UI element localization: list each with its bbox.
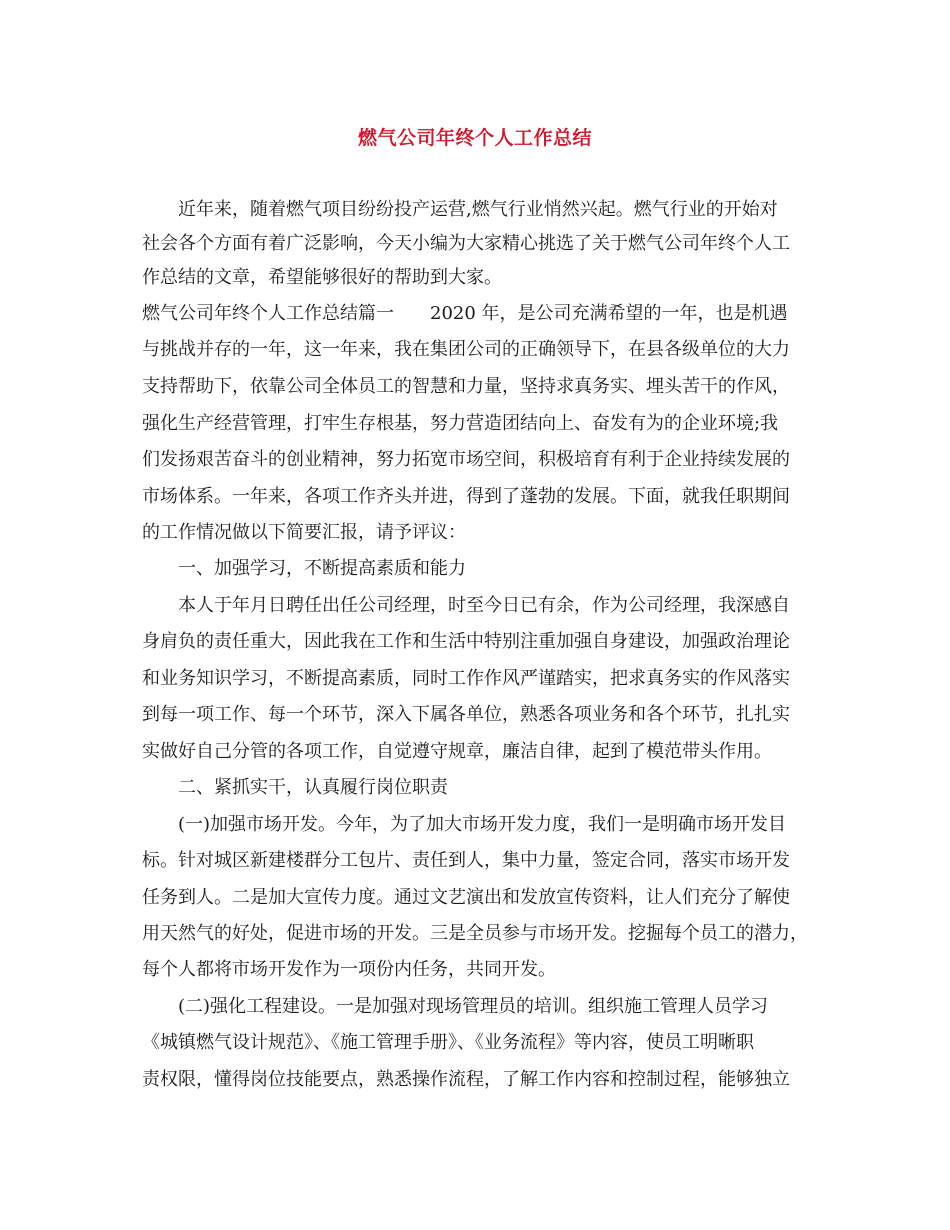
part-one-line-5: 们发扬艰苦奋斗的创业精神，努力拓宽市场空间，积极培育有利于企业持续发展的 xyxy=(142,449,790,470)
engineering-line-1: (二)强化工程建设。一是加强对现场管理员的培训。组织施工管理人员学习 xyxy=(178,996,769,1017)
part-one-line-7: 的工作情况做以下简要汇报，请予评议： xyxy=(142,522,466,543)
intro-line-3: 作总结的文章，希望能够很好的帮助到大家。 xyxy=(142,267,502,288)
market-line-3: 任务到人。二是加大宣传力度。通过文艺演出和发放宣传资料，让人们充分了解使 xyxy=(142,887,790,908)
document-title: 燃气公司年终个人工作总结 xyxy=(357,127,592,149)
market-line-2: 标。针对城区新建楼群分工包片、责任到人，集中力量，签定合同，落实市场开发 xyxy=(142,850,790,871)
engineering-line-3: 责权限，懂得岗位技能要点，熟悉操作流程，了解工作内容和控制过程，能够独立 xyxy=(142,1069,790,1090)
study-line-2: 身肩负的责任重大，因此我在工作和生活中特别注重加强自身建设，加强政治理论 xyxy=(142,631,790,652)
part-one-line-4: 强化生产经营管理，打牢生存根基，努力营造团结向上、奋发有为的企业环境;我 xyxy=(142,413,779,434)
market-line-1: (一)加强市场开发。今年，为了加大市场开发力度，我们一是明确市场开发目 xyxy=(178,814,787,835)
engineering-line-2: 《城镇燃气设计规范》、《施工管理手册》、《业务流程》等内容，使员工明晰职 xyxy=(142,1032,754,1053)
study-line-1: 本人于年月日聘任出任公司经理，时至今日已有余，作为公司经理，我深感自 xyxy=(178,595,790,616)
part-one-line-6: 市场体系。一年来，各项工作齐头并进，得到了蓬勃的发展。下面，就我任职期间 xyxy=(142,486,790,507)
intro-line-1: 近年来，随着燃气项目纷纷投产运营,燃气行业悄然兴起。燃气行业的开始对 xyxy=(178,199,778,220)
study-line-4: 到每一项工作、每一个环节，深入下属各单位，熟悉各项业务和各个环节，扎扎实 xyxy=(142,704,790,725)
study-line-3: 和业务知识学习，不断提高素质，同时工作作风严谨踏实，把求真务实的作风落实 xyxy=(142,668,790,689)
part-one-line-2: 与挑战并存的一年，这一年来，我在集团公司的正确领导下，在县各级单位的大力 xyxy=(142,339,790,360)
part-one-line-1: 燃气公司年终个人工作总结篇一 2020 年，是公司充满希望的一年，也是机遇 xyxy=(142,303,788,324)
part-one-line-3: 支持帮助下，依靠公司全体员工的智慧和力量，坚持求真务实、埋头苦干的作风， xyxy=(142,376,790,397)
section-heading-1: 一、加强学习，不断提高素质和能力 xyxy=(178,558,466,579)
intro-line-2: 社会各个方面有着广泛影响，今天小编为大家精心挑选了关于燃气公司年终个人工 xyxy=(142,233,790,254)
study-line-5: 实做好自己分管的各项工作，自觉遵守规章，廉洁自律，起到了模范带头作用。 xyxy=(142,741,772,762)
section-heading-2: 二、紧抓实干，认真履行岗位职责 xyxy=(178,777,448,798)
market-line-5: 每个人都将市场开发作为一项份内任务，共同开发。 xyxy=(142,959,556,980)
market-line-4: 用天然气的好处，促进市场的开发。三是全员参与市场开发。挖掘每个员工的潜力， xyxy=(142,923,808,944)
